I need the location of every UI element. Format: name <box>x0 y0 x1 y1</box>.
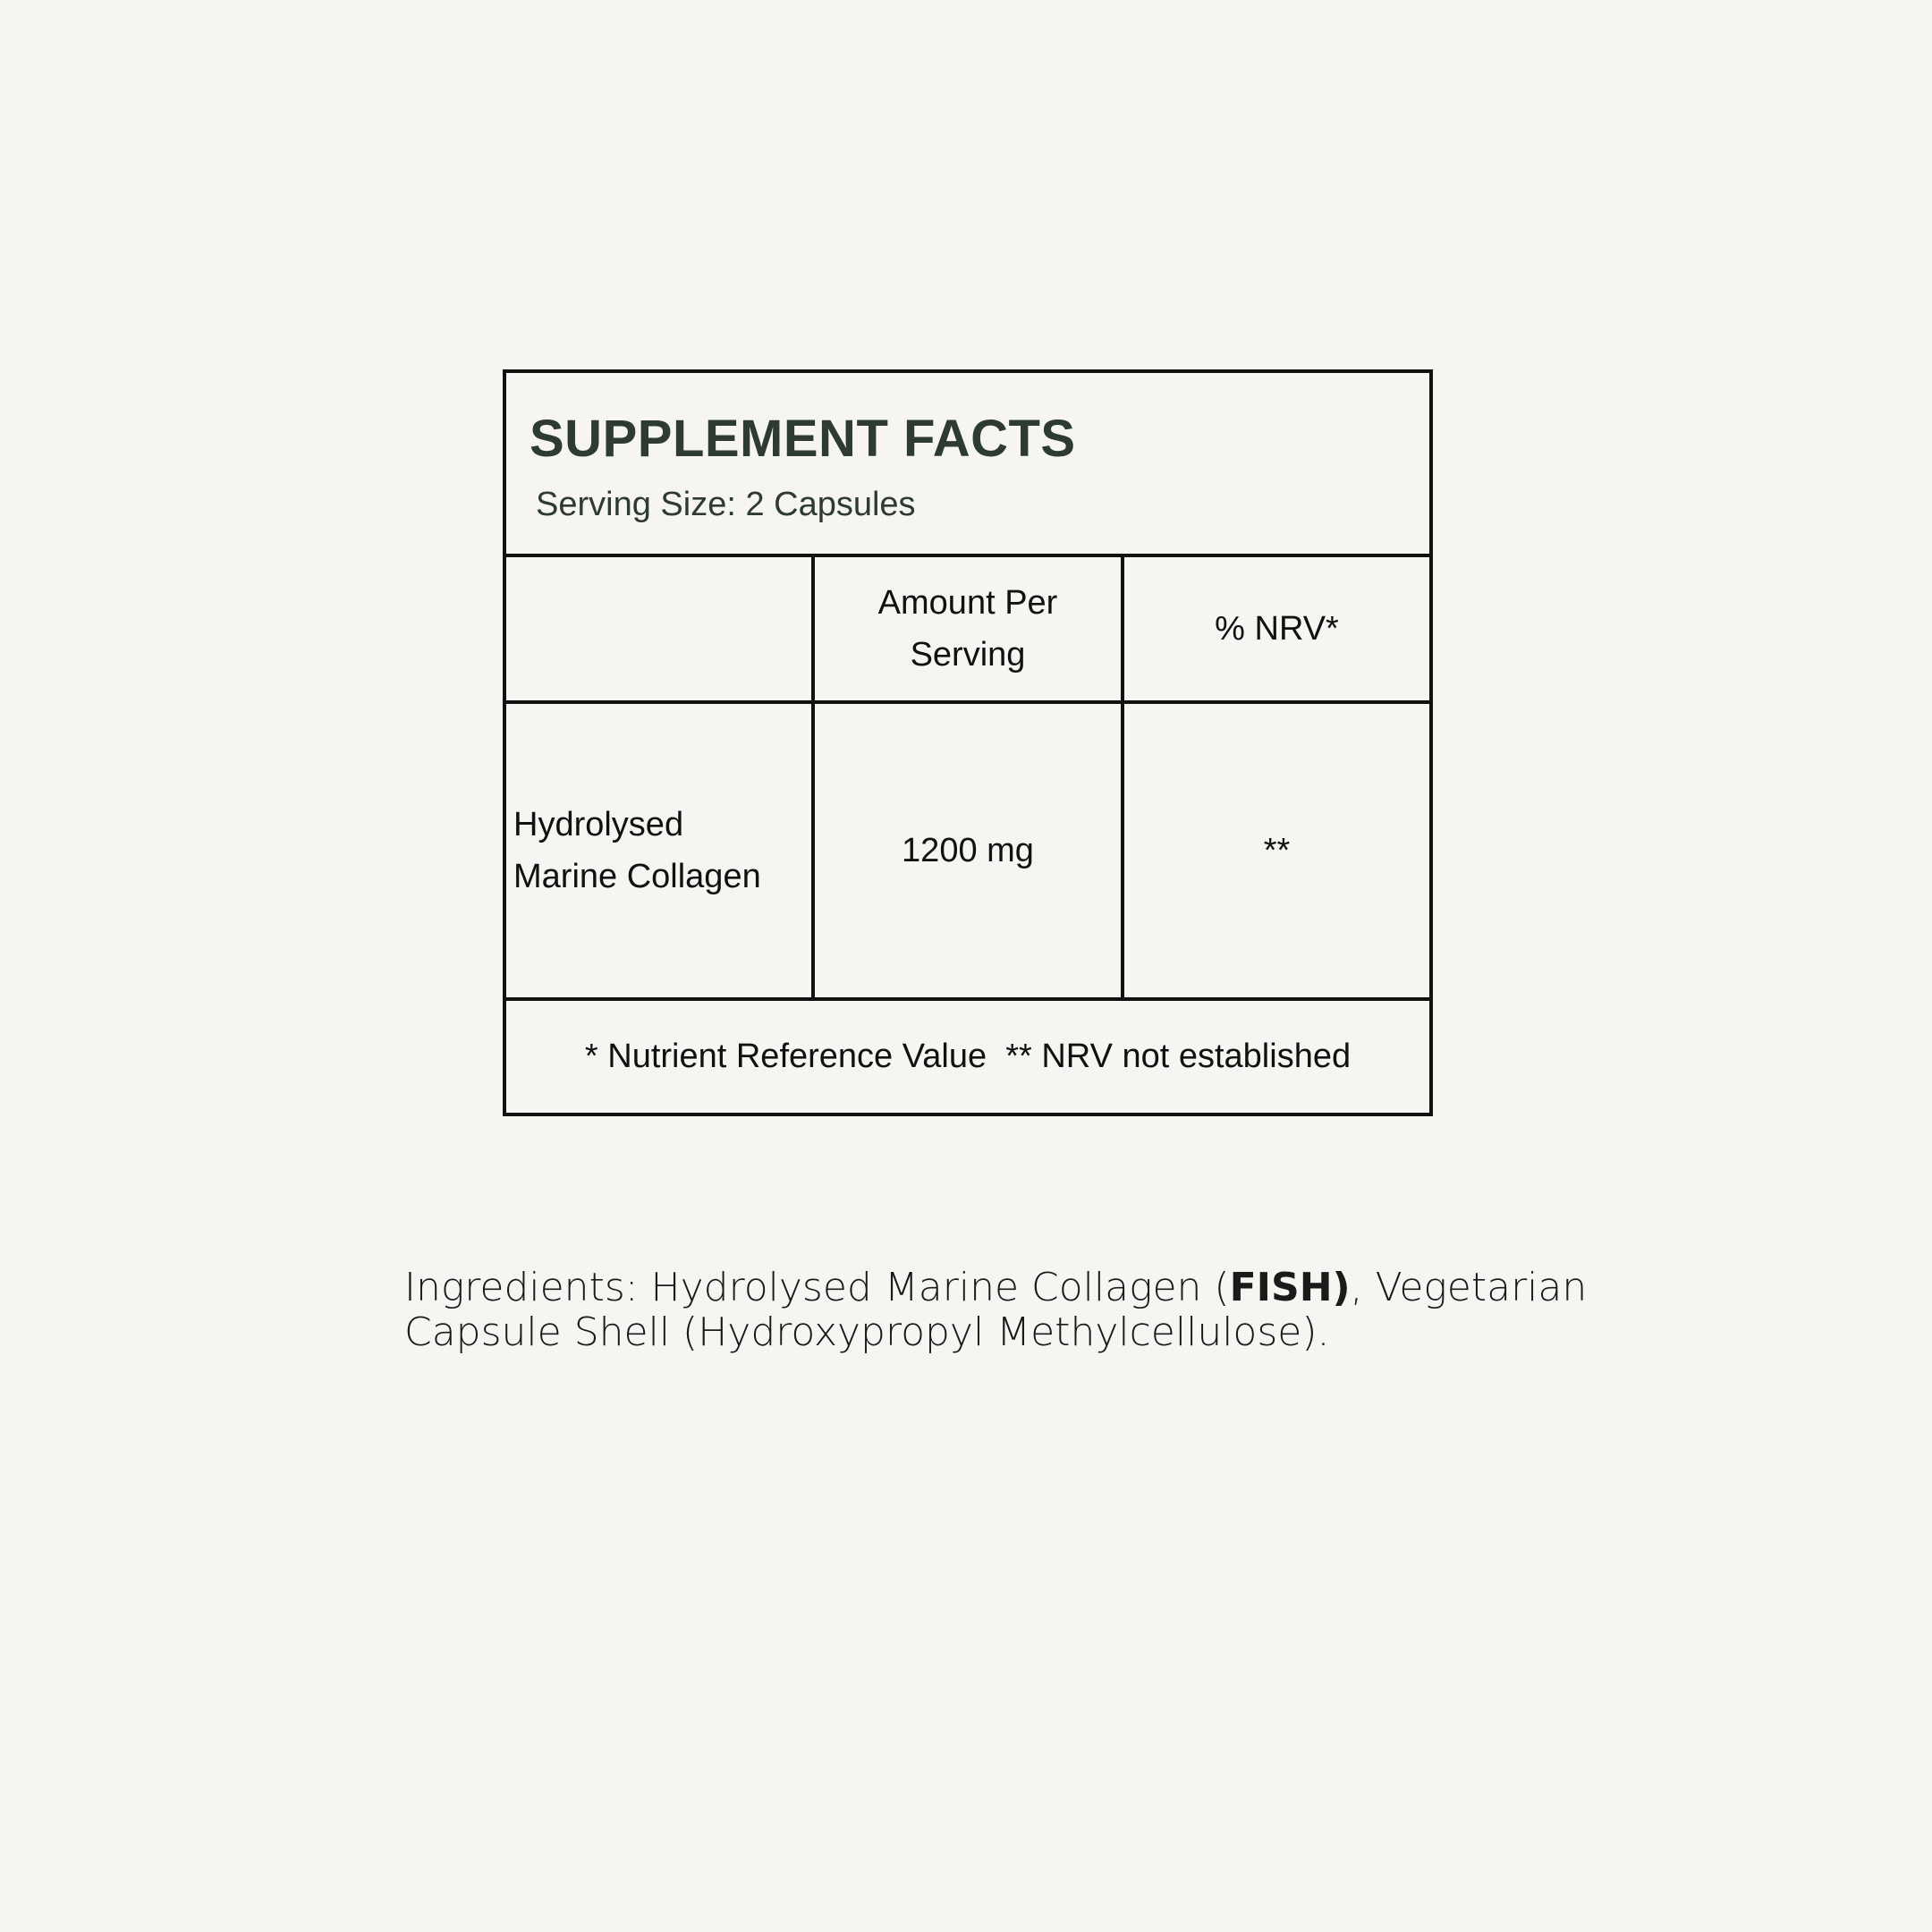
ingredients-statement <box>404 1266 1657 1355</box>
ingredients-prefix: Ingredients: Hydrolysed Marine Collagen ( <box>404 1265 1230 1310</box>
allergen-fish: FISH) <box>1229 1265 1351 1310</box>
header-cell-amount <box>815 557 1124 704</box>
header-cell-ingredient <box>506 557 815 704</box>
facts-table <box>506 557 1429 997</box>
facts-header <box>506 373 1429 557</box>
ingredients-suffix: , Vegetarian Capsule Shell (Hydroxypropyl Methylcellulose). <box>404 1265 1588 1355</box>
header-cell-nrv: % NRV* <box>1124 557 1429 704</box>
row-ingredient-name <box>506 704 815 997</box>
row-amount: 1200 mg <box>815 704 1124 997</box>
header-amount-label: Amount Per Serving <box>877 584 1058 674</box>
row-nrv: ** <box>1263 832 1291 869</box>
serving-size: Serving Size: 2 Capsules <box>536 486 916 523</box>
facts-title: SUPPLEMENT FACTS <box>530 410 1076 468</box>
ingredient-name-text: Hydrolysed Marine Collagen <box>513 806 761 895</box>
supplement-facts-panel <box>503 369 1433 1116</box>
footnote: * Nutrient Reference Value ** NRV not established <box>506 997 1429 1113</box>
